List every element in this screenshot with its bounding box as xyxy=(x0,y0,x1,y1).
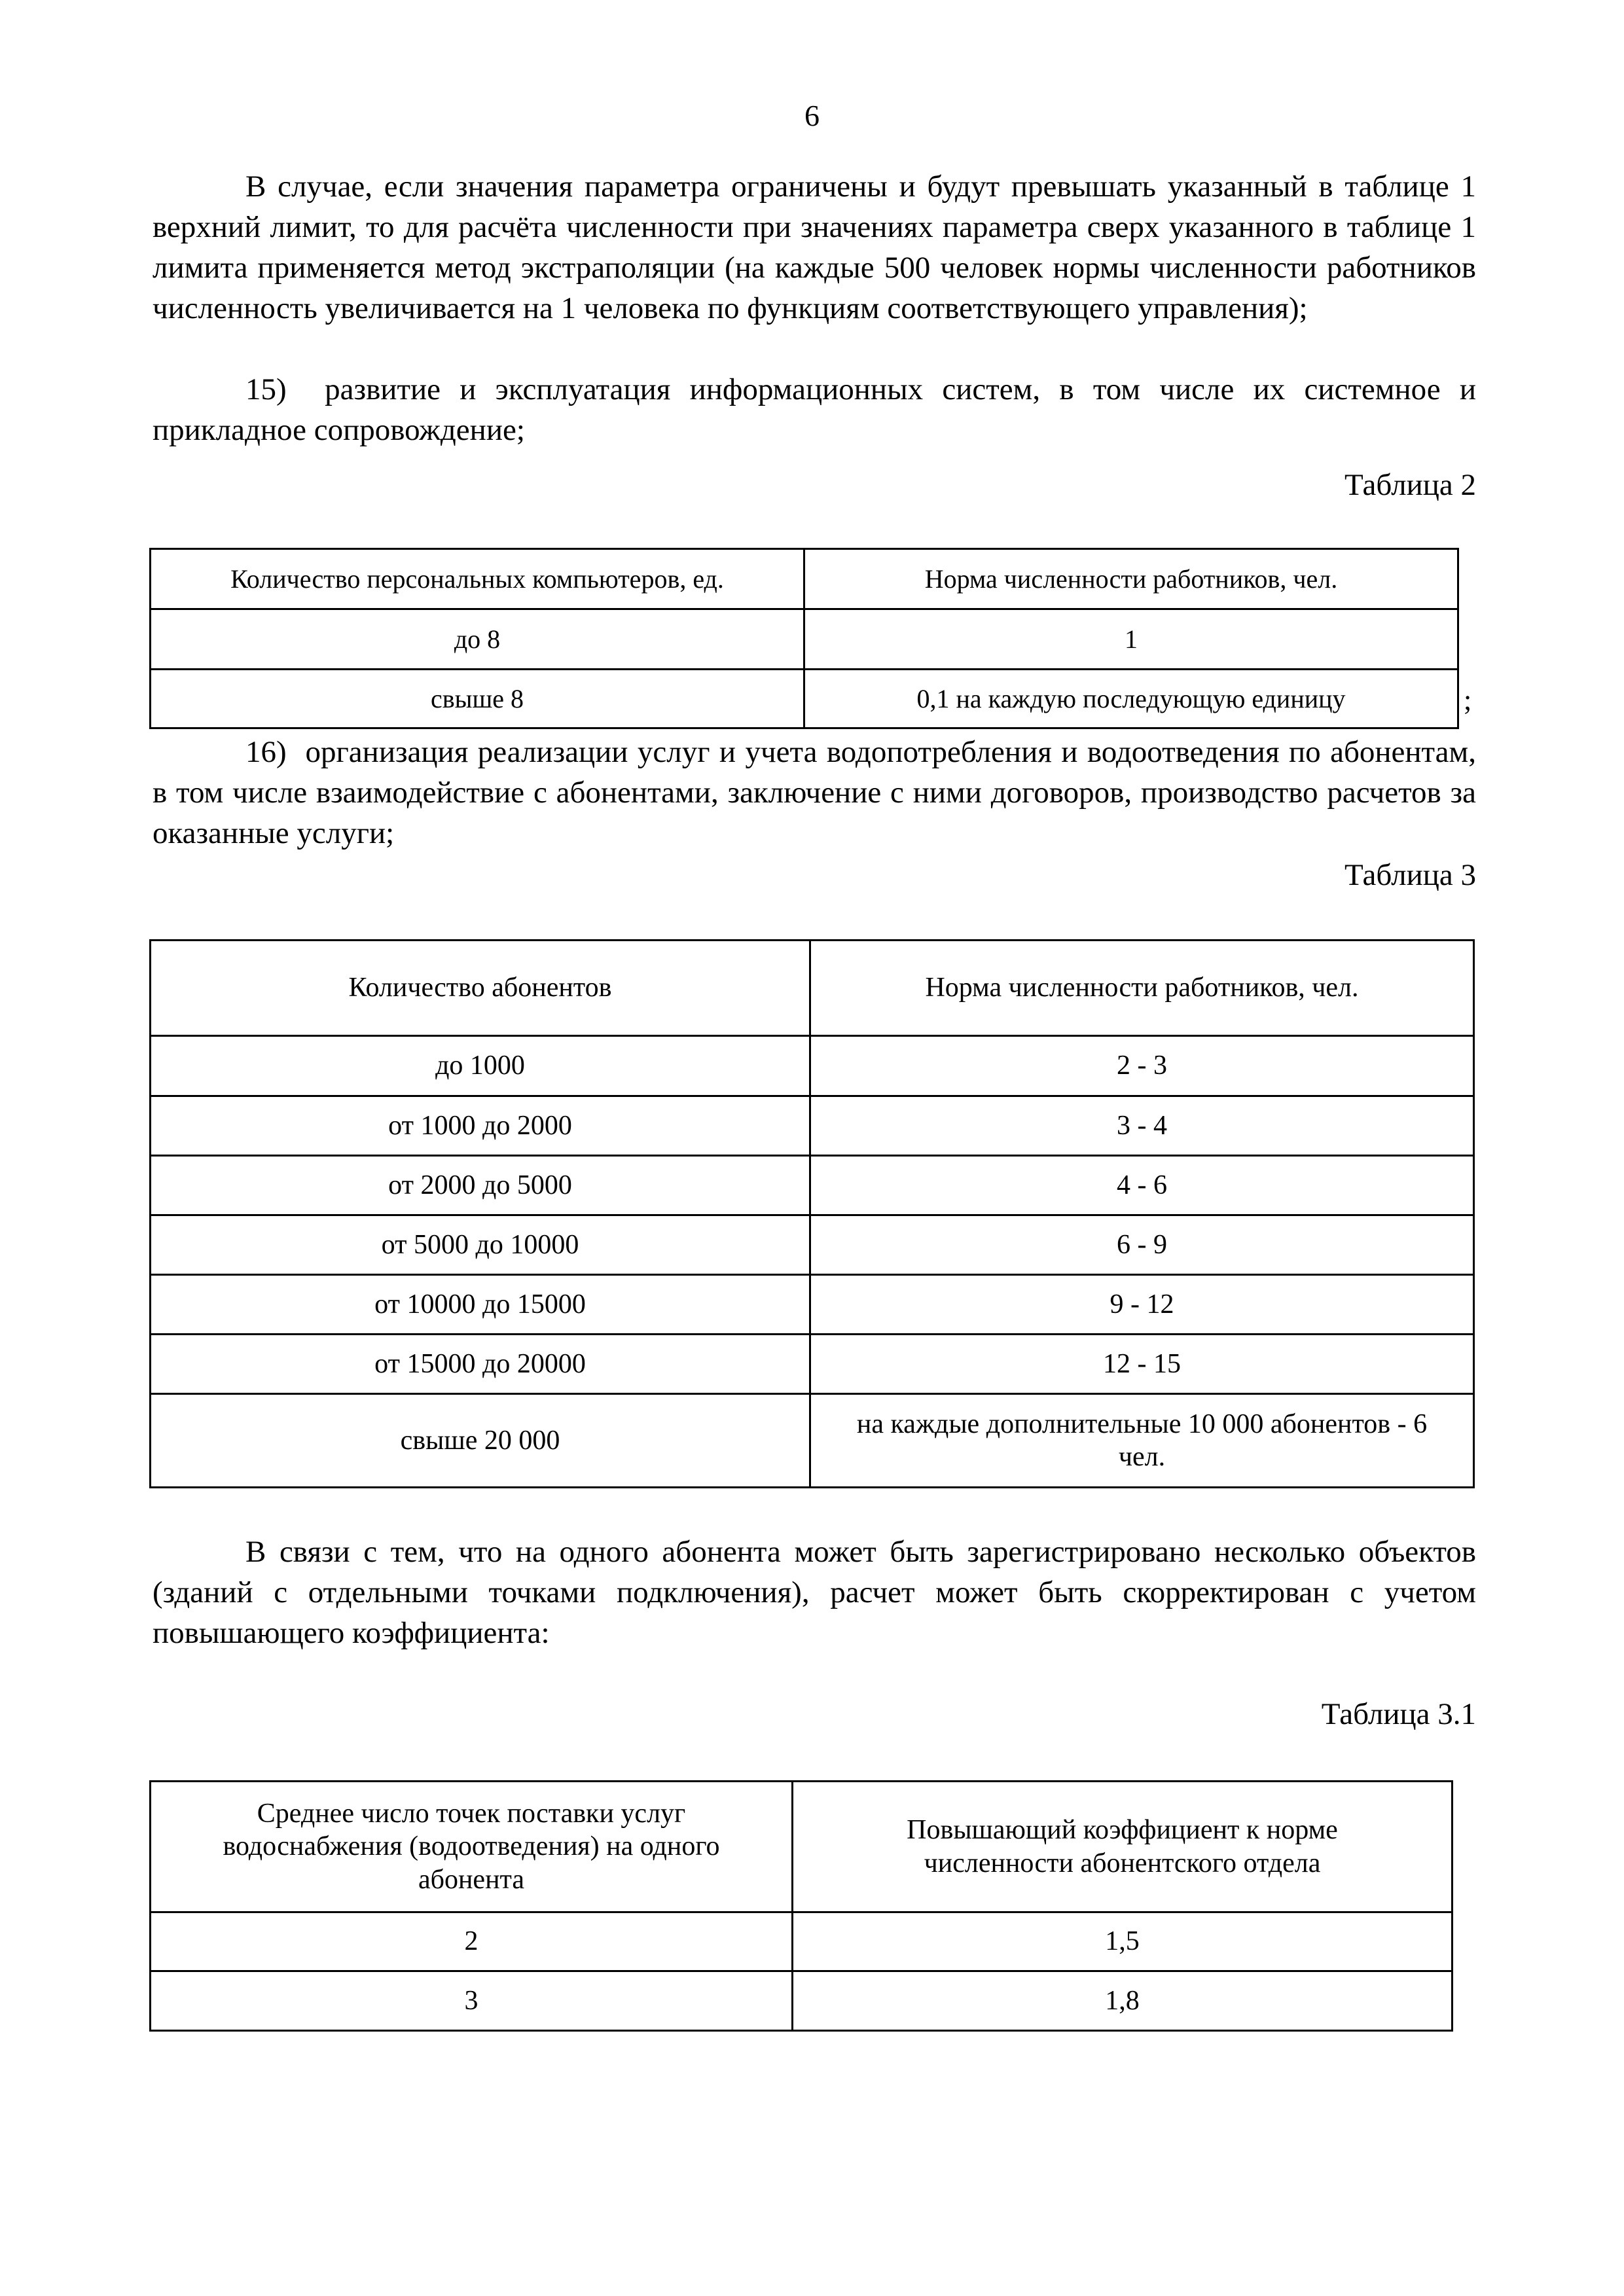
table-3-cell: 6 - 9 xyxy=(810,1215,1474,1275)
table-3-cell: свыше 20 000 xyxy=(151,1394,810,1488)
table-row xyxy=(151,1036,1474,1096)
table-3-1-cell: 1,5 xyxy=(793,1912,1453,1971)
table-3-1 xyxy=(149,1780,1453,2032)
table-3-header-cell: Количество абонентов xyxy=(151,941,810,1036)
paragraph-extrapolation xyxy=(153,166,1476,329)
paragraph-coefficient xyxy=(153,1532,1476,1653)
table-3-1-cell: 2 xyxy=(151,1912,793,1971)
table-row xyxy=(151,1394,1474,1488)
table-3-caption: Таблица 3 xyxy=(1344,858,1476,892)
table-2-caption: Таблица 2 xyxy=(1344,468,1476,502)
table-2-cell: 0,1 на каждую последующую единицу xyxy=(804,670,1458,728)
table-row xyxy=(151,1096,1474,1156)
table-3-cell: 12 - 15 xyxy=(810,1335,1474,1394)
table-2-header-cell: Количество персональных компьютеров, ед. xyxy=(151,549,804,609)
table-3 xyxy=(149,939,1475,1488)
table-3-1-caption: Таблица 3.1 xyxy=(1321,1697,1476,1731)
table-2-cell: 1 xyxy=(804,609,1458,670)
table-3-cell: от 5000 до 10000 xyxy=(151,1215,810,1275)
table-3-header-cell: Норма численности работников, чел. xyxy=(810,941,1474,1036)
table-3-cell: 9 - 12 xyxy=(810,1275,1474,1335)
item-16 xyxy=(153,732,1476,853)
table-row xyxy=(151,1971,1453,2031)
table-3-1-header-cell: Повышающий коэффициент к норме численности абонентского отдела xyxy=(793,1782,1453,1912)
table-3-header-row xyxy=(151,941,1474,1036)
table-row xyxy=(151,1156,1474,1215)
paragraph-extrapolation-text: В случае, если значения параметра ограничены и будут превышать указанный в таблице 1 верхний лимит, то для расчёта численности при значениях параметра сверх указанного в таблице 1 лимита применяется метод экстраполяции (на каждые 500 человек нормы численности работников численность увеличивается на 1 человека по функциям соответствующего управления); xyxy=(153,170,1476,325)
table-2-header-row xyxy=(151,549,1458,609)
table-3-cell: на каждые дополнительные 10 000 абонентов - 6 чел. xyxy=(810,1394,1474,1488)
table-3-cell: 4 - 6 xyxy=(810,1156,1474,1215)
item-15-text: развитие и эксплуатация информационных систем, в том числе их системное и прикладное сопровождение; xyxy=(153,372,1477,447)
table-row xyxy=(151,1335,1474,1394)
table-3-cell: 3 - 4 xyxy=(810,1096,1474,1156)
table-row xyxy=(151,1912,1453,1971)
table-3-1-cell: 3 xyxy=(151,1971,793,2031)
table-3-cell: от 1000 до 2000 xyxy=(151,1096,810,1156)
table-3-cell: до 1000 xyxy=(151,1036,810,1096)
table-row xyxy=(151,609,1458,670)
table-3-1-cell: 1,8 xyxy=(793,1971,1453,2031)
item-15 xyxy=(153,369,1476,450)
table-row xyxy=(151,670,1458,728)
page-number: 6 xyxy=(804,99,820,132)
table-row xyxy=(151,1275,1474,1335)
table-row xyxy=(151,1215,1474,1275)
table-3-cell: от 15000 до 20000 xyxy=(151,1335,810,1394)
table-2-cell: до 8 xyxy=(151,609,804,670)
table-3-cell: от 2000 до 5000 xyxy=(151,1156,810,1215)
item-16-number: 16) xyxy=(245,735,287,769)
paragraph-coefficient-text: В связи с тем, что на одного абонента может быть зарегистрировано несколько объектов (зданий с отдельными точками подключения), расчет может быть скорректирован с учетом повышающего коэффициента: xyxy=(153,1535,1476,1650)
item-15-number: 15) xyxy=(245,372,287,406)
table-2-trailing-semicolon: ; xyxy=(1464,684,1472,716)
item-16-text: организация реализации услуг и учета водопотребления и водоотведения по абонентам, в том числе взаимодействие с абонентами, заключение с ними договоров, производство расчетов за оказанные услуги; xyxy=(153,735,1476,850)
table-3-1-header-cell: Среднее число точек поставки услуг водоснабжения (водоотведения) на одного абонента xyxy=(151,1782,793,1912)
table-2-cell: свыше 8 xyxy=(151,670,804,728)
table-2 xyxy=(149,548,1459,729)
table-3-cell: от 10000 до 15000 xyxy=(151,1275,810,1335)
table-3-cell: 2 - 3 xyxy=(810,1036,1474,1096)
table-2-header-cell: Норма численности работников, чел. xyxy=(804,549,1458,609)
table-3-1-header-row xyxy=(151,1782,1453,1912)
